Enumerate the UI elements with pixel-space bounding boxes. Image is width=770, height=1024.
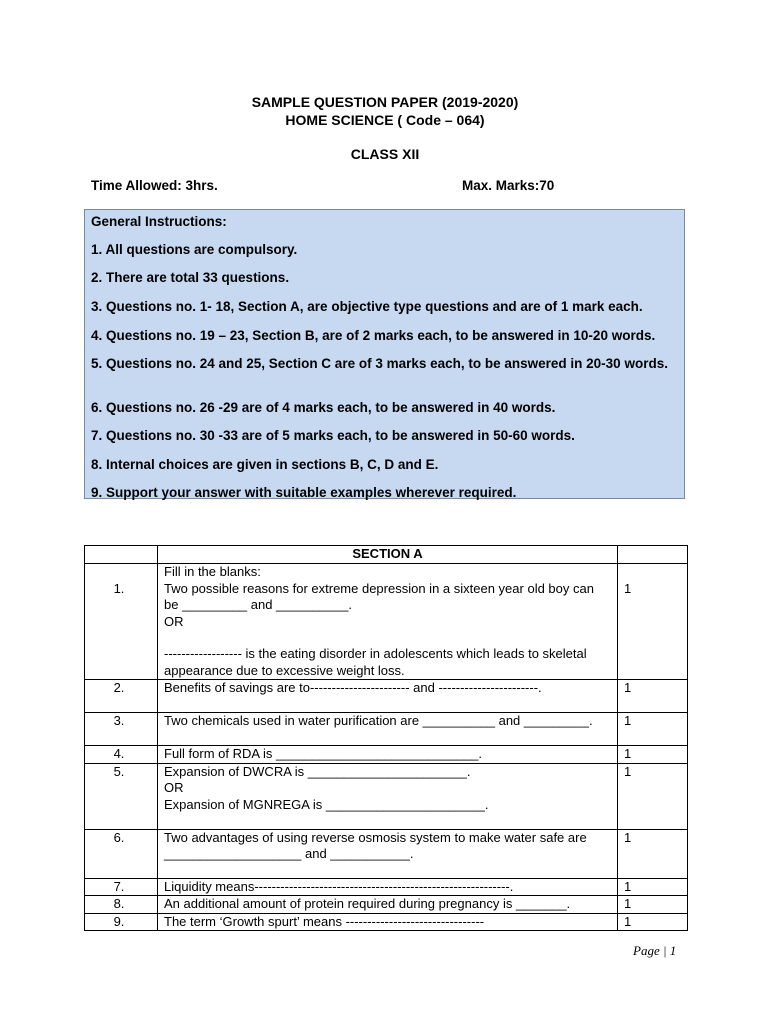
class-label: CLASS XII [350,146,420,162]
question-text: Full form of RDA is ____________________________. [158,746,618,764]
table-row [85,713,688,746]
question-number: 3. [85,713,158,746]
paper-title: SAMPLE QUESTION PAPER (2019-2020) [251,94,519,110]
question-number: 4. [85,746,158,764]
question-text: Liquidity means-----------------------------------------------------------. [158,878,618,896]
max-marks: Max. Marks:70 [462,178,555,193]
question-text: Two chemicals used in water purification are __________ and _________. [158,713,618,746]
question-number: 1. [85,564,158,680]
general-instructions-box [84,209,685,499]
question-text: Fill in the blanks: Two possible reasons for extreme depression in a sixteen year old boy can be _________ and __________. OR ------------------ is the eating disorder in adolescents which leads to skeletal appearance due to excessive weight loss. [158,564,618,680]
question-marks: 1 [618,829,688,878]
question-marks: 1 [618,896,688,914]
question-number: 2. [85,680,158,713]
question-marks: 1 [618,680,688,713]
question-marks: 1 [618,763,688,829]
instruction-item: 1. All questions are compulsory. [91,242,298,257]
table-row [85,763,688,829]
table-row [85,829,688,878]
instruction-item: 6. Questions no. 26 -29 are of 4 marks each, to be answered in 40 words. [91,400,556,415]
instruction-item: 4. Questions no. 19 – 23, Section B, are of 2 marks each, to be answered in 10-20 words. [91,328,656,343]
page-number: Page | 1 [633,943,677,958]
table-row [85,564,688,680]
table-row [85,878,688,896]
section-title: SECTION A [158,546,618,564]
question-number: 7. [85,878,158,896]
instruction-item: 8. Internal choices are given in sections B, C, D and E. [91,457,439,472]
table-row [85,680,688,713]
question-text: An additional amount of protein required during pregnancy is _______. [158,896,618,914]
instruction-item: 3. Questions no. 1- 18, Section A, are objective type questions and are of 1 mark each. [91,299,643,314]
table-row [85,546,688,564]
question-marks: 1 [618,878,688,896]
subject-code: HOME SCIENCE ( Code – 064) [285,112,485,128]
question-marks: 1 [618,746,688,764]
instructions-heading: General Instructions: [91,214,227,229]
table-row [85,896,688,914]
question-marks: 1 [618,564,688,680]
question-marks: 1 [618,713,688,746]
question-text: The term ‘Growth spurt’ means -------------------------------- [158,913,618,931]
instruction-item: 2. There are total 33 questions. [91,270,290,285]
instruction-item: 5. Questions no. 24 and 25, Section C are of 3 marks each, to be answered in 20-30 words. [91,356,668,371]
table-row [85,746,688,764]
question-number: 8. [85,896,158,914]
question-number: 6. [85,829,158,878]
time-allowed: Time Allowed: 3hrs. [91,178,218,193]
question-marks: 1 [618,913,688,931]
question-number: 5. [85,763,158,829]
section-a-table [84,545,688,931]
question-text: Two advantages of using reverse osmosis system to make water safe are ___________________ and ___________. [158,829,618,878]
instruction-item: 7. Questions no. 30 -33 are of 5 marks each, to be answered in 50-60 words. [91,428,575,443]
instruction-item: 9. Support your answer with suitable examples wherever required. [91,485,517,500]
table-row [85,913,688,931]
question-number: 9. [85,913,158,931]
question-text: Benefits of savings are to----------------------- and -----------------------. [158,680,618,713]
question-text: Expansion of DWCRA is ______________________. OR Expansion of MGNREGA is ______________________. [158,763,618,829]
